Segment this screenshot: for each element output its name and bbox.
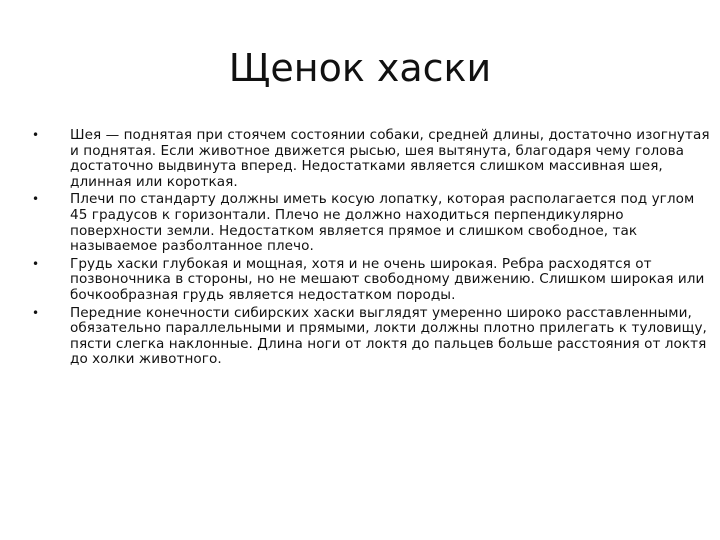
bullet-list xyxy=(30,128,710,370)
bullet-dot-icon: • xyxy=(32,192,40,207)
bullet-item-forelegs xyxy=(30,306,710,368)
bullet-item-shoulders xyxy=(30,192,710,254)
slide-title: Щенок хаски xyxy=(228,46,492,90)
bullet-text-shoulders: Плечи по стандарту должны иметь косую лопатку, которая располагается под углом 45 градусов к горизонтали. Плечо не должно находиться перпендикулярно поверхности земли. Недостатком является прямое и слишком свободное, так называемое разболтанное плечо. xyxy=(70,191,695,255)
bullet-text-chest: Грудь хаски глубокая и мощная, хотя и не очень широкая. Ребра расходятся от позвоночника в стороны, но не мешают свободному движению. Слишком широкая или бочкообразная грудь является недостатком породы. xyxy=(70,255,705,303)
bullet-dot-icon: • xyxy=(32,128,40,142)
bullet-text-forelegs: Передние конечности сибирских хаски выглядят умеренно широко расставленными, обязательно параллельными и прямыми, локти должны плотно прилегать к туловищу, пясти слегка наклонные. Длина ноги от локтя до пальцев больше расстояния от локтя до холки животного. xyxy=(70,304,707,368)
bullet-item-chest xyxy=(30,257,710,304)
bullet-text-neck: Шея — поднятая при стоячем состоянии собаки, средней длины, достаточно изогнутая и поднятая. Если животное движется рысью, шея вытянута, благодаря чему голова достаточно выдвинута вперед. Недостатками является слишком массивная шея, длинная или короткая. xyxy=(70,127,710,190)
bullet-item-neck xyxy=(30,128,710,190)
bullet-dot-icon: • xyxy=(32,305,40,320)
bullet-dot-icon: • xyxy=(32,256,40,271)
